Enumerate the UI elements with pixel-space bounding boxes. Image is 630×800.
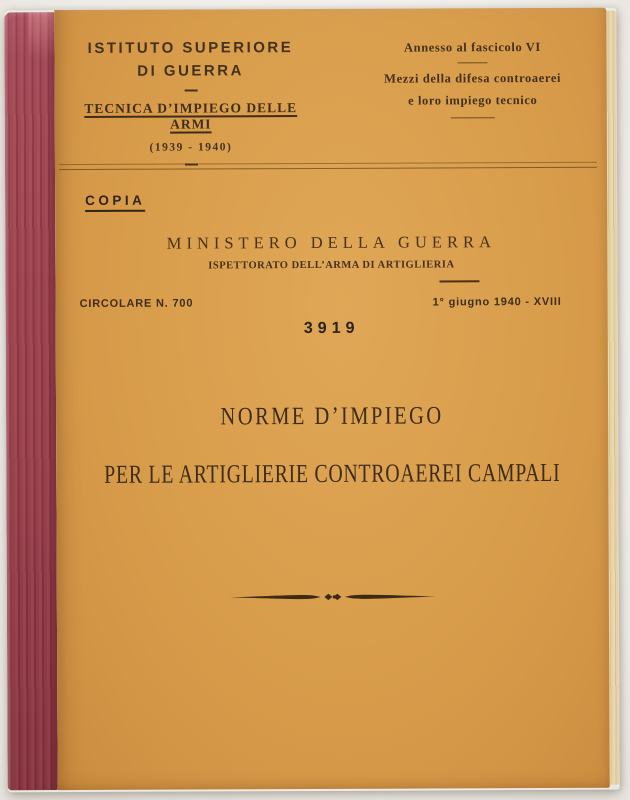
separator-rule <box>458 62 488 63</box>
annex-subject-line-1: Mezzi della difesa controaerei <box>384 70 562 86</box>
institute-name-line-2: DI GUERRA <box>137 62 244 80</box>
header-double-rule <box>59 162 597 170</box>
issue-date: 1° giugno 1940 - XVIII <box>432 295 562 309</box>
institute-block <box>72 39 309 166</box>
separator-dash <box>439 280 479 282</box>
academic-years: (1939 - 1940) <box>149 141 233 154</box>
front-cover <box>54 8 609 790</box>
annex-subject-line-2: e loro impiego tecnico <box>408 93 538 108</box>
copy-stamp: COPIA <box>85 193 145 212</box>
main-title-line-2: PER LE ARTIGLIERIE CONTROAEREI CAMPALI <box>104 457 561 489</box>
ministry-title: MINISTERO DELLA GUERRA <box>166 232 496 253</box>
institute-name-line-1: ISTITUTO SUPERIORE <box>87 39 294 57</box>
divider-ornament-icon <box>57 588 609 611</box>
protocol-number-stamp: 3919 <box>303 319 360 338</box>
annex-reference: Annesso al fascicolo VI <box>404 39 541 55</box>
annex-block <box>350 40 594 119</box>
booklet-cover <box>4 8 619 793</box>
series-title: TECNICA D’IMPIEGO DELLE ARMI <box>84 100 298 132</box>
separator-dash <box>184 89 197 91</box>
main-title-line-1: NORME D’IMPIEGO <box>220 402 444 431</box>
circular-number: CIRCOLARE N. 700 <box>79 297 194 311</box>
separator-rule <box>451 117 495 118</box>
inspectorate-subtitle: ISPETTORATO DELL’ARMA DI ARTIGLIERIA <box>208 259 455 272</box>
cloth-spine <box>4 12 57 790</box>
